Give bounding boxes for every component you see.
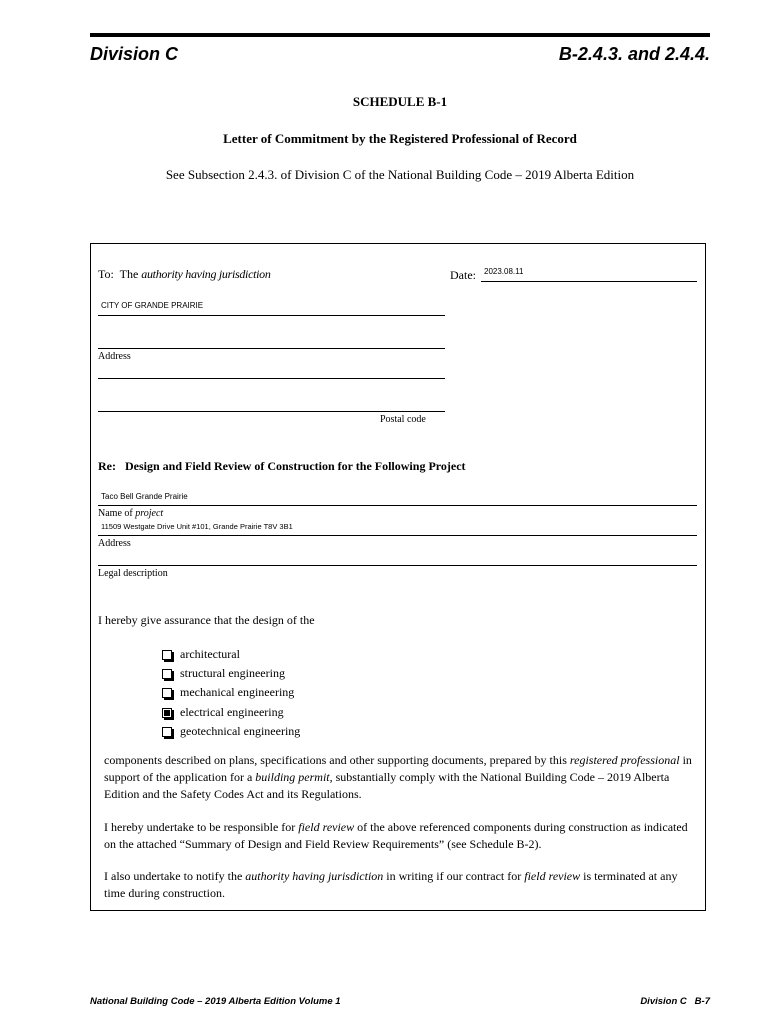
checkbox-label-electrical: electrical engineering — [180, 705, 284, 719]
to-label: To: — [98, 267, 114, 281]
project-name-underline — [98, 505, 697, 506]
p3-text-e: is terminated at any time during construction. — [104, 869, 678, 900]
p2-text-a: I hereby undertake to be responsible for — [104, 820, 299, 834]
checkbox-mechanical[interactable] — [162, 688, 172, 698]
date-value[interactable]: 2023.08.11 — [484, 267, 524, 276]
to-ahj: authority having jurisdiction — [141, 267, 271, 281]
p3-text-c: in writing if our contract for — [383, 869, 525, 883]
checkbox-label-architectural: architectural — [180, 647, 240, 661]
to-line — [98, 267, 271, 282]
checkbox-row-electrical[interactable] — [162, 705, 284, 720]
letter-title: Letter of Commitment by the Registered Professional of Record — [223, 131, 577, 146]
re-title: Design and Field Review of Construction for the Following Project — [125, 459, 466, 473]
project-address-label: Address — [98, 538, 131, 549]
date-underline — [481, 281, 697, 282]
address-label: Address — [98, 351, 131, 362]
project-word: project — [135, 508, 164, 519]
checkbox-row-geotechnical[interactable] — [162, 724, 300, 739]
header-division: Division C — [90, 44, 179, 64]
p2-field-review: field review — [298, 820, 355, 834]
top-rule — [90, 33, 710, 37]
re-heading — [98, 459, 466, 474]
p1-registered-professional: registered professional — [569, 753, 680, 767]
to-the: The — [119, 267, 139, 281]
p1-text-e: , substantially comply with the National Building Code – 2019 Alberta Edition and the Safety Codes Act and its Regulations. — [104, 770, 670, 801]
schedule-title: SCHEDULE B-1 — [352, 94, 448, 109]
ahj-name-underline — [98, 315, 445, 316]
checkbox-electrical[interactable] — [162, 708, 172, 718]
ahj-name-value[interactable]: CITY OF GRANDE PRAIRIE — [101, 301, 204, 310]
p1-building-permit: building permit — [255, 770, 330, 784]
re-label: Re: — [98, 459, 116, 473]
checkbox-label-structural: structural engineering — [180, 666, 285, 680]
field-review-paragraph — [104, 819, 694, 853]
postal-underline — [98, 411, 445, 412]
postal-code-label: Postal code — [380, 414, 426, 425]
project-address-value[interactable]: 11509 Westgate Drive Unit #101, Grande Prairie T8V 3B1 — [101, 522, 293, 531]
checkbox-label-geotechnical: geotechnical engineering — [180, 724, 301, 738]
p3-text-a: I also undertake to notify the — [104, 869, 246, 883]
name-of-project-label — [98, 508, 163, 519]
checkbox-label-mechanical: mechanical engineering — [180, 685, 295, 699]
p3-ahj: authority having jurisdiction — [245, 869, 384, 883]
project-name-value[interactable]: Taco Bell Grande Prairie — [101, 492, 188, 501]
checkbox-row-architectural[interactable] — [162, 647, 240, 662]
p1-text-a: components described on plans, specifications and other supporting documents, prepared by this — [104, 753, 570, 767]
notify-paragraph — [104, 868, 694, 902]
date-label: Date: — [450, 268, 476, 282]
see-subsection-line: See Subsection 2.4.3. of Division C of the National Building Code – 2019 Alberta Edition — [165, 167, 635, 182]
checkbox-structural[interactable] — [162, 669, 172, 679]
assurance-paragraph — [104, 752, 694, 803]
checkbox-geotechnical[interactable] — [162, 727, 172, 737]
p2-text-c: of the above referenced components during construction as indicated on the attached “Summary of Design and Field Review Requirements” (see Schedule B-2). — [104, 820, 688, 851]
footer-page-number: Division C B-7 — [640, 996, 710, 1007]
name-of-label: Name of — [98, 508, 133, 519]
checkbox-row-structural[interactable] — [162, 666, 285, 681]
checkbox-architectural[interactable] — [162, 650, 172, 660]
p3-field-review: field review — [524, 869, 581, 883]
assurance-intro: I hereby give assurance that the design of the — [98, 613, 315, 627]
address-underline — [98, 378, 445, 379]
checkbox-row-mechanical[interactable] — [162, 685, 294, 700]
ahj-line-2 — [98, 348, 445, 349]
footer-code-title: National Building Code – 2019 Alberta Edition Volume 1 — [90, 996, 341, 1007]
header-section-ref: B-2.4.3. and 2.4.4. — [558, 44, 710, 64]
legal-description-underline — [98, 565, 697, 566]
legal-description-label: Legal description — [98, 568, 168, 579]
form-box — [90, 243, 706, 911]
project-address-underline — [98, 535, 697, 536]
p1-text-c: in support of the application for a — [104, 753, 692, 784]
